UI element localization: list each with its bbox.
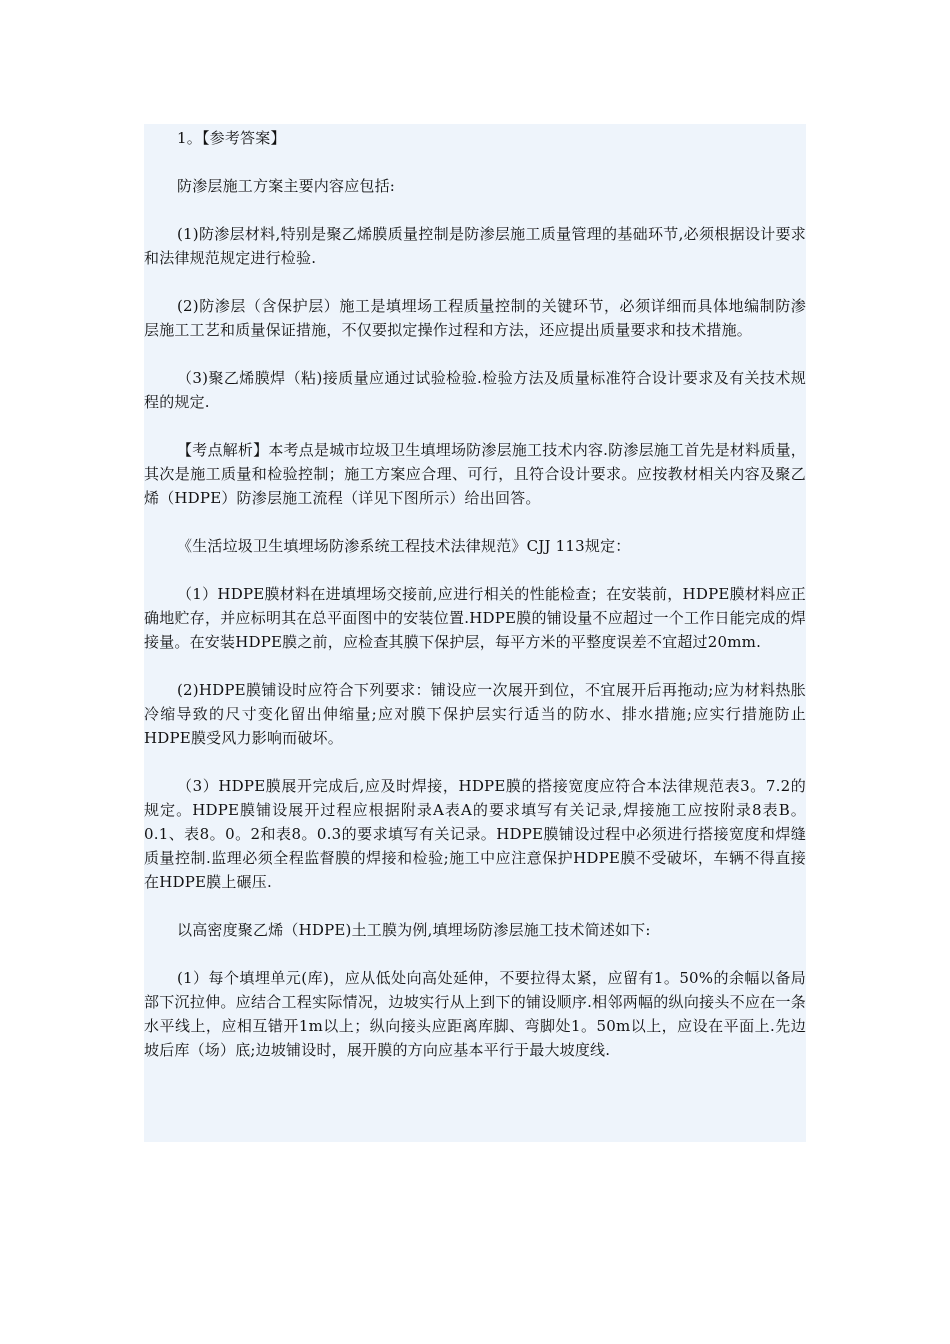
paragraph-plan-item-2: (2)防渗层（含保护层）施工是填埋场工程质量控制的关键环节，必须详细而具体地编制防渗层施工工艺和质量保证措施，不仅要拟定操作过程和方法，还应提出质量要求和技术措施。	[144, 297, 806, 339]
paragraph-answer-heading: 1。【参考答案】	[177, 129, 286, 147]
paragraph-plan-intro: 防渗层施工方案主要内容应包括:	[177, 177, 396, 195]
paragraph-standard-item-1: （1）HDPE膜材料在进填埋场交接前,应进行相关的性能检查；在安装前，HDPE膜材料应正确地贮存，并应标明其在总平面图中的安装位置.HDPE膜的铺设量不应超过一个工作日能完成的焊接量。在安装HDPE膜之前，应检查其膜下保护层，每平方米的平整度误差不宜超过20mm.	[144, 585, 806, 651]
paragraph-standard-item-3: （3）HDPE膜展开完成后,应及时焊接，HDPE膜的搭接宽度应符合本法律规范表3。7.2的规定。HDPE膜铺设展开过程应根据附录A表A的要求填写有关记录,焊接施工应按附录8表B。0.1、表8。0。2和表8。0.3的要求填写有关记录。HDPE膜铺设过程中必须进行搭接宽度和焊缝质量控制.监理必须全程监督膜的焊接和检验;施工中应注意保护HDPE膜不受破坏，车辆不得直接在HDPE膜上碾压.	[144, 777, 806, 891]
paragraph-analysis: 【考点解析】本考点是城市垃圾卫生填埋场防渗层施工技术内容.防渗层施工首先是材料质量，其次是施工质量和检验控制；施工方案应合理、可行，且符合设计要求。应按教材相关内容及聚乙烯（HDPE）防渗层施工流程（详见下图所示）给出回答。	[144, 441, 806, 507]
paragraph-technique-intro: 以高密度聚乙烯（HDPE)土工膜为例,填埋场防渗层施工技术简述如下:	[177, 921, 651, 939]
paragraph-standard-item-2: (2)HDPE膜铺设时应符合下列要求：铺设应一次展开到位，不宜展开后再拖动;应为材料热胀冷缩导致的尺寸变化留出伸缩量;应对膜下保护层实行适当的防水、排水措施;应实行措施防止HDPE膜受风力影响而破坏。	[144, 681, 806, 747]
paragraph-plan-item-3: （3)聚乙烯膜焊（粘)接质量应通过试验检验.检验方法及质量标准符合设计要求及有关技术规程的规定.	[144, 369, 806, 411]
paragraph-technique-item-1: (1）每个填埋单元(库)，应从低处向高处延伸，不要拉得太紧，应留有1。50%的余幅以备局部下沉拉伸。应结合工程实际情况，边坡实行从上到下的铺设顺序.相邻两幅的纵向接头不应在一条水平线上，应相互错开1m以上；纵向接头应距离库脚、弯脚处1。50m以上，应设在平面上.先边坡后库（场）底;边坡铺设时，展开膜的方向应基本平行于最大坡度线.	[144, 969, 806, 1059]
paragraph-plan-item-1: (1)防渗层材料,特别是聚乙烯膜质量控制是防渗层施工质量管理的基础环节,必须根据设计要求和法律规范规定进行检验.	[144, 225, 806, 267]
document-body	[144, 124, 806, 1142]
paragraph-standard-title: 《生活垃圾卫生填埋场防渗系统工程技术法律规范》CJJ 113规定：	[177, 537, 631, 555]
